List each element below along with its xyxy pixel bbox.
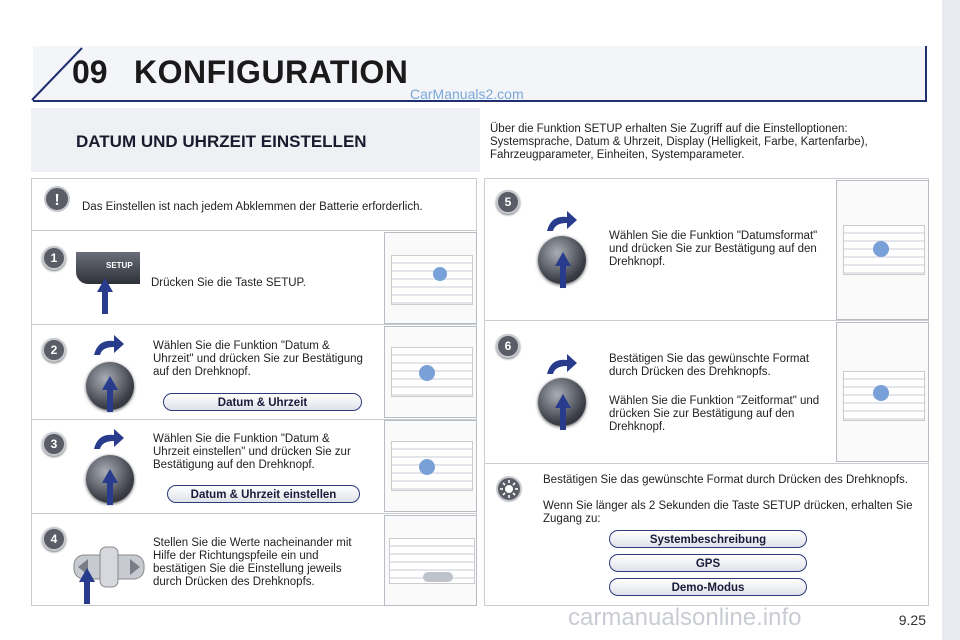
menu-demo-modus[interactable]: Demo-Modus (609, 578, 807, 596)
turn-arrow-icon (92, 427, 126, 451)
step-badge: 1 (42, 246, 66, 270)
radio-thumbnail (384, 326, 477, 418)
radio-buttons (423, 572, 453, 582)
step-badge: 5 (496, 190, 520, 214)
menu-datum-uhrzeit-einstellen[interactable]: Datum & Uhrzeit einstellen (167, 485, 360, 503)
turn-arrow-icon (545, 352, 579, 376)
page-title: KONFIGURATION (134, 54, 409, 90)
divider (484, 320, 929, 321)
watermark: CarManuals2.com (410, 86, 524, 102)
chapter-number: 09 (72, 54, 108, 90)
radio-knob-highlight (433, 267, 447, 281)
arrow-up-icon (553, 392, 573, 432)
turn-arrow-icon (545, 209, 579, 233)
step-badge: 6 (496, 334, 520, 358)
radio-knob-highlight (419, 459, 435, 475)
final-text: Bestätigen Sie das gewünschte Format durch Drücken des Drehknopfs. (543, 474, 908, 486)
step-6-text: Bestätigen Sie das gewünschte Format durch Drücken des Drehknopfs. (609, 353, 810, 378)
arrow-up-icon (95, 276, 115, 316)
turn-arrow-icon (92, 333, 126, 357)
bottom-watermark: carmanualsonline.info (568, 604, 802, 631)
svg-text:!: ! (54, 192, 60, 209)
section-title: DATUM UND UHRZEIT EINSTELLEN (76, 132, 367, 151)
menu-systembeschreibung[interactable]: Systembeschreibung (609, 530, 807, 548)
radio-knob-highlight (419, 365, 435, 381)
divider (31, 230, 477, 231)
step-5-text: Wählen Sie die Funktion "Datumsformat" und drücken Sie zur Bestätigung auf den Drehknopf. (609, 230, 818, 268)
step-badge: 4 (42, 527, 66, 551)
menu-gps[interactable]: GPS (609, 554, 807, 572)
menu-datum-uhrzeit[interactable]: Datum & Uhrzeit (163, 393, 362, 411)
step-4-text: Stellen Sie die Werte nacheinander mit Hilfe der Richtungspfeile ein und bestätigen Sie die Einstellung jeweils durch Drücken des Drehknopfs. (153, 537, 352, 588)
arrow-up-icon (77, 566, 97, 606)
arrow-up-icon (100, 467, 120, 507)
arrow-up-icon (553, 250, 573, 290)
step-3-text: Wählen Sie die Funktion "Datum & Uhrzeit einstellen" und drücken Sie zur Bestätigung auf den Drehknopf. (153, 433, 351, 471)
page-edge-strip (942, 0, 960, 640)
divider (484, 463, 929, 464)
settings-icon (496, 476, 522, 502)
step-6-text-2: Wählen Sie die Funktion "Zeitformat" und drücken Sie zur Bestätigung auf den Drehknopf. (609, 395, 820, 433)
step-2-text: Wählen Sie die Funktion "Datum & Uhrzeit" und drücken Sie zur Bestätigung auf den Drehknopf. (153, 340, 363, 378)
radio-knob-highlight (873, 385, 889, 401)
divider (31, 513, 477, 514)
arrow-up-icon (100, 374, 120, 414)
divider (31, 324, 477, 325)
radio-thumbnail (384, 232, 477, 324)
page-number: 9.25 (898, 612, 926, 628)
warning-text: Das Einstellen ist nach jedem Abklemmen der Batterie erforderlich. (82, 201, 423, 213)
warning-icon (44, 186, 70, 212)
intro-text: Über die Funktion SETUP erhalten Sie Zugriff auf die Einstelloptionen: Systemsprache, Datum & Uhrzeit, Display (Helligkeit, Farbe, Kartenfarbe), Fahrzeugparameter, Einheiten, Systemparameter. (490, 123, 868, 161)
radio-knob-highlight (873, 241, 889, 257)
setup-key-label: SETUP (106, 261, 133, 270)
radio-panel (391, 255, 473, 305)
step-1-text: Drücken Sie die Taste SETUP. (151, 277, 306, 289)
step-badge: 3 (42, 432, 66, 456)
final-text-2: Wenn Sie länger als 2 Sekunden die Taste SETUP drücken, erhalten Sie Zugang zu: (543, 500, 913, 525)
radio-thumbnail (836, 322, 929, 462)
radio-thumbnail (384, 515, 477, 606)
step-badge: 2 (42, 338, 66, 362)
radio-thumbnail (836, 180, 929, 320)
radio-thumbnail (384, 420, 477, 512)
